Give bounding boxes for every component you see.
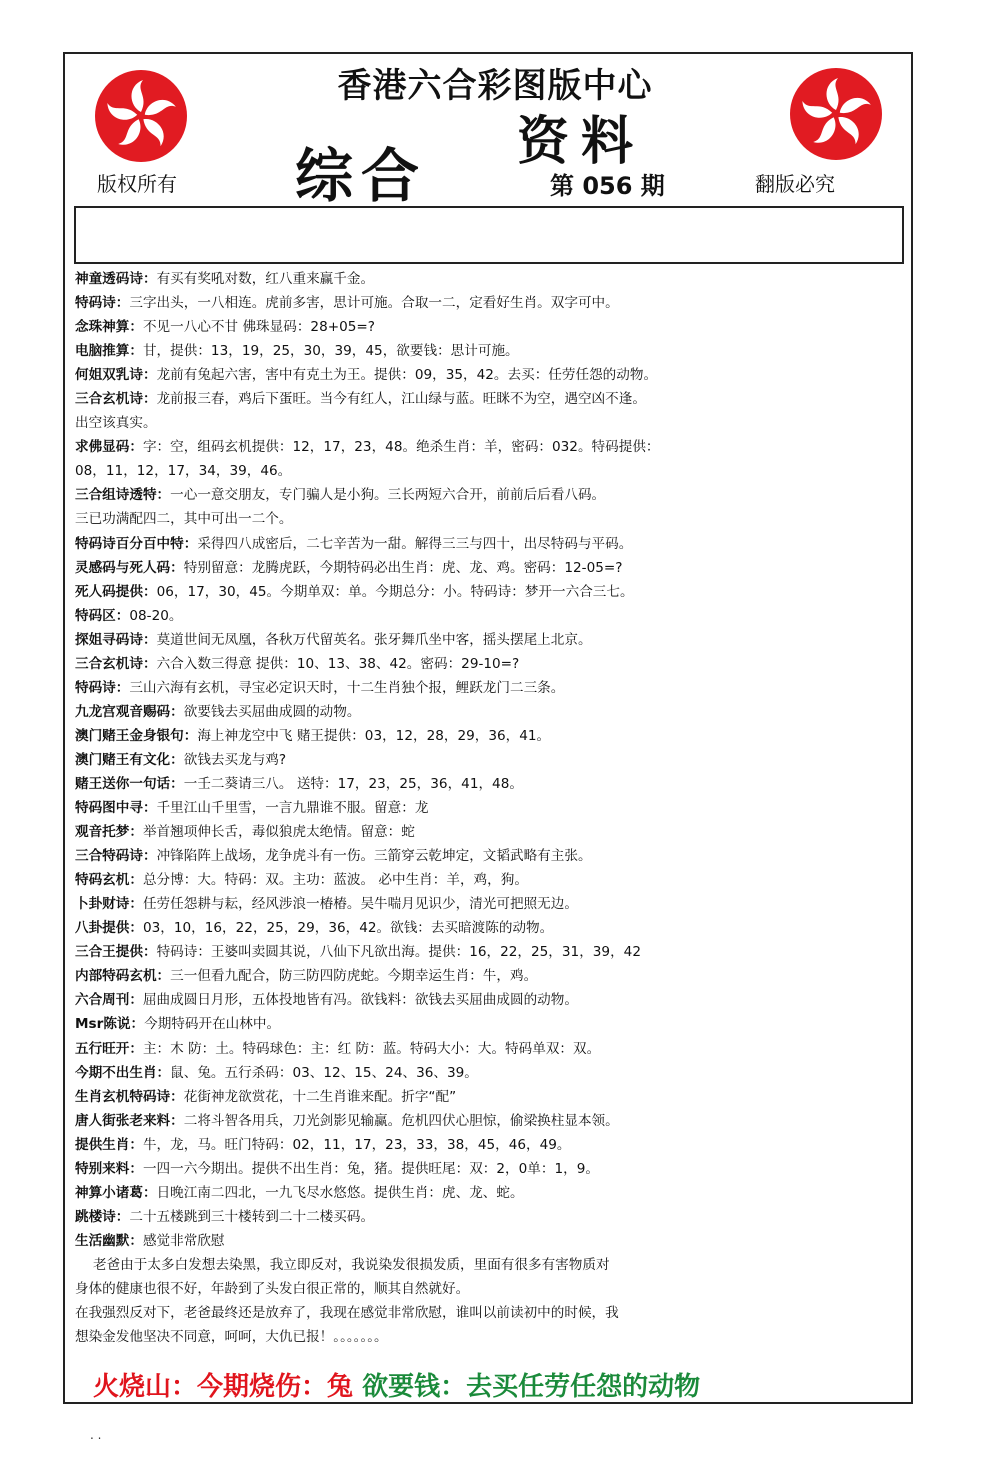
content-line [75, 556, 907, 580]
big-title-ziliao: 资料 [517, 111, 646, 172]
content-line-key: Msr陈说： [75, 1016, 145, 1033]
content-line-key: 灵感码与死人码： [75, 559, 184, 576]
content-line-value: 主：木 防：土。特码球色：主：红 防：蓝。特码大小：大。特码单双：双。 [142, 1040, 601, 1057]
content-line [75, 1181, 907, 1205]
content-line-key: 观音托梦： [75, 824, 143, 841]
content-line [75, 483, 907, 507]
content-line [75, 652, 907, 676]
content-line-value: 一心一意交朋友，专门骗人是小狗。三长两短六合开，前前后后看八码。 [170, 487, 606, 504]
content-line [75, 628, 907, 652]
content-line [75, 580, 907, 604]
content-line-value: 欲要钱去买屈曲成圆的动物。 [183, 703, 361, 720]
content-line [75, 916, 907, 940]
story-line: 想染金发他坚决不同意，呵呵，大仇已报！。。。。。。。 [75, 1329, 388, 1346]
content-line-value: 甘，提供：13，19，25，30，39，45，欲要钱：思计可施。 [142, 343, 519, 360]
big-title-zonghe: 综合 [295, 142, 428, 210]
content-line-key: 三合组诗透特： [75, 487, 171, 504]
content-line-key: 澳门赌王金身银句： [75, 727, 198, 744]
content-line-value: 冲锋陷阵上战场，龙争虎斗有一伤。三箭穿云乾坤定，文韬武略有主张。 [156, 848, 592, 865]
content-line-key: 神算小诸葛： [75, 1184, 157, 1201]
content-line-key: 三合王提供： [75, 944, 157, 961]
content-line [75, 291, 907, 315]
content-line-value: 03，10，16，22，25，29，36，42。欲钱：去买暗渡陈的动物。 [142, 920, 554, 937]
content-line [75, 1085, 907, 1109]
content-line-key: 六合周刊： [75, 992, 143, 1009]
content-line-value: 三一但看九配合，防三防四防虎蛇。今期幸运生肖：牛，鸡。 [170, 968, 538, 985]
anti-piracy-label: 翻版必究 [755, 172, 835, 196]
content-line [75, 315, 907, 339]
content-line-key: 九龙宫观音赐码： [75, 703, 184, 720]
content-line-value: 鼠、兔。五行杀码：03、12、15、24、36、39。 [170, 1064, 478, 1081]
content-line [75, 267, 907, 291]
content-line-key: 内部特码玄机： [75, 968, 171, 985]
content-line-value: 三字出头，一八相连。虎前多害，思计可施。合取一二，定看好生肖。双字可中。 [129, 295, 619, 312]
bauhinia-emblem-icon [95, 70, 187, 162]
content-line [75, 411, 907, 435]
content-line [75, 532, 907, 556]
content-line-value: 龙前有兔起六害，害中有克土为王。提供：09，35，42。去买：任劳任怨的动物。 [156, 367, 658, 384]
content-line-key: 神童透码诗： [75, 271, 157, 287]
story-line: 身体的健康也很不好，年龄到了头发白很正常的，顺其自然就好。 [75, 1280, 470, 1297]
content-line-key: 澳门赌王有文化： [75, 751, 184, 768]
content-line-value: 屈曲成圆日月形，五体投地皆有冯。欲钱料：欲钱去买屈曲成圆的动物。 [142, 992, 578, 1009]
content-body [75, 267, 907, 1349]
content-line-key: 提供生肖： [75, 1136, 143, 1153]
content-line [75, 964, 907, 988]
bottom-banner-red: 火烧山：今期烧伤：兔 [93, 1372, 354, 1402]
content-line [75, 1109, 907, 1133]
content-line-value: 海上神龙空中飞 赌王提供：03，12，28，29，36，41。 [197, 727, 551, 744]
content-line-value: 特别留意：龙腾虎跃，今期特码必出生肖：虎、龙、鸡。密码：12-05=? [183, 559, 623, 576]
content-line-value: 花街神龙欲赏花，十二生肖谁来配。折字“配” [183, 1088, 457, 1105]
content-line-key: 五行旺开： [75, 1040, 143, 1057]
content-line-key: 特码玄机： [75, 872, 143, 889]
content-line [75, 604, 907, 628]
content-line-key: 生肖玄机特码诗： [75, 1088, 184, 1105]
content-line [75, 1061, 907, 1085]
content-line-key: 死人码提供： [75, 583, 157, 600]
content-line-key: 特码图中寻： [75, 800, 157, 817]
content-line-value: 二十五楼跳到三十楼转到二十二楼买码。 [129, 1208, 375, 1225]
content-line-value: 有买有奖吼对数，红八重来赢千金。 [156, 271, 375, 287]
content-line-value: 今期特码开在山林中。 [144, 1016, 281, 1033]
content-line-key: 卜卦财诗： [75, 896, 143, 913]
content-line-key: 赌王送你一句话： [75, 775, 184, 792]
content-line-value: 举首翘项伸长舌，毒似狼虎太绝情。留意：蛇 [142, 824, 415, 841]
content-line-key: 八卦提供： [75, 920, 143, 937]
bottom-banner-green: 欲要钱：去买任劳任怨的动物 [353, 1372, 701, 1402]
content-line [75, 1157, 907, 1181]
notice-box [74, 206, 904, 264]
content-line-key: 特别来料： [75, 1160, 143, 1177]
issue-number: 第 056 期 [550, 172, 665, 200]
content-line-value: 欲钱去买龙与鸡? [183, 751, 287, 768]
content-line-key: 念珠神算： [75, 319, 143, 336]
story-line: 老爸由于太多白发想去染黑，我立即反对，我说染发很损发质，里面有很多有害物质对 [93, 1256, 610, 1273]
content-line-value: 不见一八心不甘 佛珠显码：28+05=? [142, 319, 376, 336]
content-line [75, 387, 907, 411]
content-line-value: 06，17，30，45。今期单双：单。今期总分：小。特码诗：梦开一六合三七。 [156, 583, 634, 600]
content-line [75, 748, 907, 772]
content-lines [75, 267, 907, 1253]
content-line-value: 字：空，组码玄机提供：12，17，23，48。绝杀生肖：羊，密码：032。特码提供： [142, 439, 660, 456]
content-line-value: 三山六海有玄机，寻宝必定识天时，十二生肖独个报，鲤跃龙门二三条。 [129, 679, 565, 696]
content-line-key: 特码诗： [75, 679, 130, 696]
content-line [75, 459, 907, 483]
content-line-value: 三已功满配四二，其中可出一二个。 [75, 511, 293, 528]
content-line-value: 二将斗智各用兵，刀光剑影见输赢。危机四伏心胆惊，偷梁换柱显本领。 [183, 1112, 619, 1129]
content-line-key: 生活幽默： [75, 1232, 143, 1249]
content-line-value: 千里江山千里雪，一言九鼎谁不服。留意：龙 [156, 800, 429, 817]
content-line-value: 六合入数三得意 提供：10、13、38、42。密码：29-10=? [156, 655, 520, 672]
content-line [75, 844, 907, 868]
footer-dots: . . [90, 1428, 102, 1442]
content-line-key: 探姐寻码诗： [75, 631, 157, 648]
content-line-key: 跳楼诗： [75, 1208, 130, 1225]
content-line [75, 676, 907, 700]
content-line-key: 何姐双乳诗： [75, 367, 157, 384]
content-line-value: 采得四八成密后，二七辛苦为一甜。解得三三与四十，出尽特码与平码。 [197, 535, 633, 552]
content-line-value: 特码诗：王婆叫卖圆其说，八仙下凡欲出海。提供：16，22，25，31，39，42 [156, 944, 641, 961]
content-line-key: 特码诗： [75, 295, 130, 312]
content-line-value: 日晚江南二四北，一九飞尽水悠悠。提供生肖：虎、龙、蛇。 [156, 1184, 524, 1201]
story-line: 在我强烈反对下，老爸最终还是放弃了，我现在感觉非常欣慰，谁叫以前读初中的时候，我 [75, 1305, 619, 1322]
content-line-value: 出空该真实。 [75, 415, 157, 432]
content-line-value: 08-20。 [129, 607, 183, 624]
content-line [75, 1229, 907, 1253]
content-line-value: 任劳任怨耕与耘，经风涉浪一椿椿。吴牛喘月见识少，清光可把照无边。 [142, 896, 578, 913]
content-line-value: 莫道世间无凤凰，各秋万代留英名。张牙舞爪坐中客，摇头摆尾上北京。 [156, 631, 592, 648]
content-line [75, 940, 907, 964]
content-line-key: 今期不出生肖： [75, 1064, 171, 1081]
content-line-value: 08，11，12，17，34，39，46。 [75, 463, 292, 480]
content-line-key: 特码区： [75, 607, 130, 624]
content-line-value: 牛，龙，马。旺门特码：02，11，17，23，33，38，45，46，49。 [142, 1136, 571, 1153]
content-line [75, 1037, 907, 1061]
content-line-value: 感觉非常欣慰 [142, 1232, 225, 1249]
content-line [75, 435, 907, 459]
bottom-banner [93, 1366, 903, 1403]
content-line [75, 339, 907, 363]
content-line-key: 特码诗百分百中特： [75, 535, 198, 552]
content-line-key: 唐人街张老来料： [75, 1112, 184, 1129]
content-line [75, 772, 907, 796]
content-line-key: 求佛显码： [75, 439, 143, 456]
content-line [75, 1205, 907, 1229]
content-line [75, 892, 907, 916]
content-line-key: 三合玄机诗： [75, 391, 157, 408]
content-line-key: 三合特码诗： [75, 848, 157, 865]
content-line-key: 三合玄机诗： [75, 655, 157, 672]
content-line-value: 总分博：大。特码：双。主功：蓝波。 必中生肖：羊，鸡，狗。 [142, 872, 528, 889]
content-line [75, 700, 907, 724]
bauhinia-emblem-icon [790, 68, 882, 160]
content-line-value: 一壬二葵请三八。 送特：17，23，25，36，41，48。 [183, 775, 523, 792]
content-line [75, 724, 907, 748]
content-line-value: 一四一六今期出。提供不出生肖：兔，猪。提供旺尾：双：2，0单：1，9。 [142, 1160, 599, 1177]
content-line [75, 1133, 907, 1157]
content-line [75, 796, 907, 820]
content-line-value: 龙前报三春，鸡后下蛋旺。当今有红人，江山绿与蓝。旺眯不为空，遇空凶不逢。 [156, 391, 646, 408]
content-line [75, 820, 907, 844]
page-frame [63, 52, 913, 1404]
content-line [75, 868, 907, 892]
copyright-label: 版权所有 [97, 172, 177, 196]
content-line-key: 电脑推算： [75, 343, 143, 360]
content-line [75, 363, 907, 387]
content-line [75, 988, 907, 1012]
content-line [75, 507, 907, 531]
content-line [75, 1012, 907, 1036]
page-title: 香港六合彩图版中心 [337, 66, 653, 106]
